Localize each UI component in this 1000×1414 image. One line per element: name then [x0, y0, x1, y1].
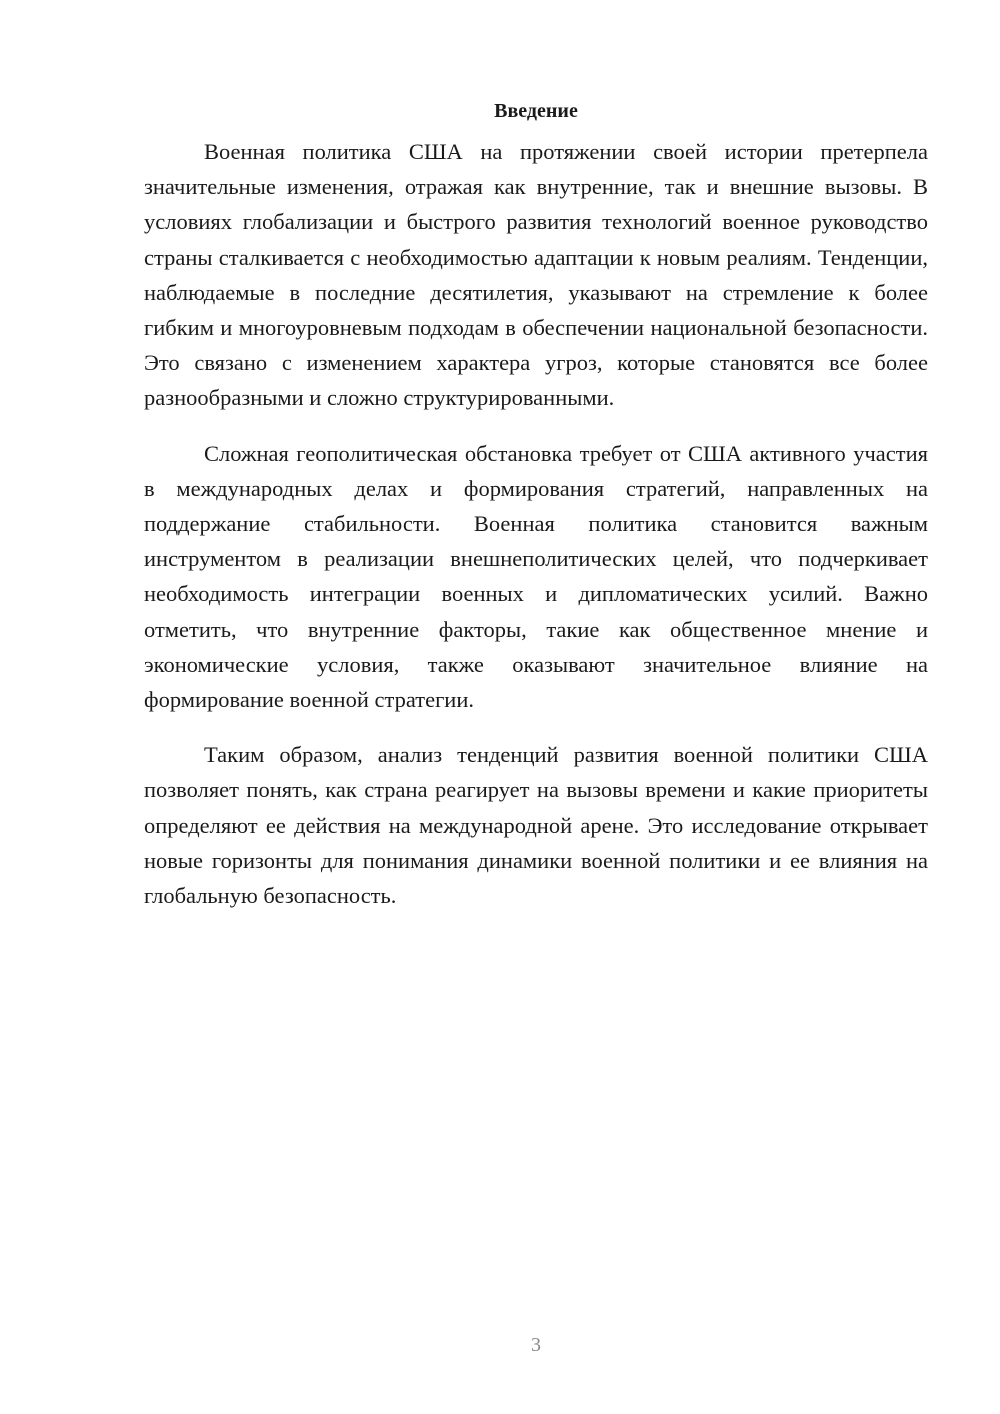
- paragraph-1: Военная политика США на протяжении своей истории претерпела значительные изменения, отражая как внутренние, так и внешние вызовы. В условиях глобализации и быстрого развития технологий военное руководство страны сталкивается с необходимостью адаптации к новым реалиям. Тенденции, наблюдаемые в последние десятилетия, указывают на стремление к более гибким и многоуровневым подходам в обеспечении национальной безопасности. Это связано с изменением характера угроз, которые становятся все более разнообразными и сложно структурированными.: [144, 139, 928, 411]
- page-content: [144, 96, 928, 933]
- paragraph-3: Таким образом, анализ тенденций развития военной политики США позволяет понять, как страна реагирует на вызовы времени и какие приоритеты определяют ее действия на международной арене. Это исследование открывает новые горизонты для понимания динамики военной политики и ее влияния на глобальную безопасность.: [144, 742, 928, 909]
- page-number: 3: [531, 1334, 541, 1356]
- section-title: Введение: [494, 100, 578, 122]
- paragraph-2: Сложная геополитическая обстановка требует от США активного участия в международных делах и формирования стратегий, направленных на поддержание стабильности. Военная политика становится важным инструментом в реализации внешнеполитических целей, что подчеркивает необходимость интеграции военных и дипломатических усилий. Важно отметить, что внутренние факторы, такие как общественное мнение и экономические условия, также оказывают значительное влияние на формирование военной стратегии.: [144, 440, 928, 713]
